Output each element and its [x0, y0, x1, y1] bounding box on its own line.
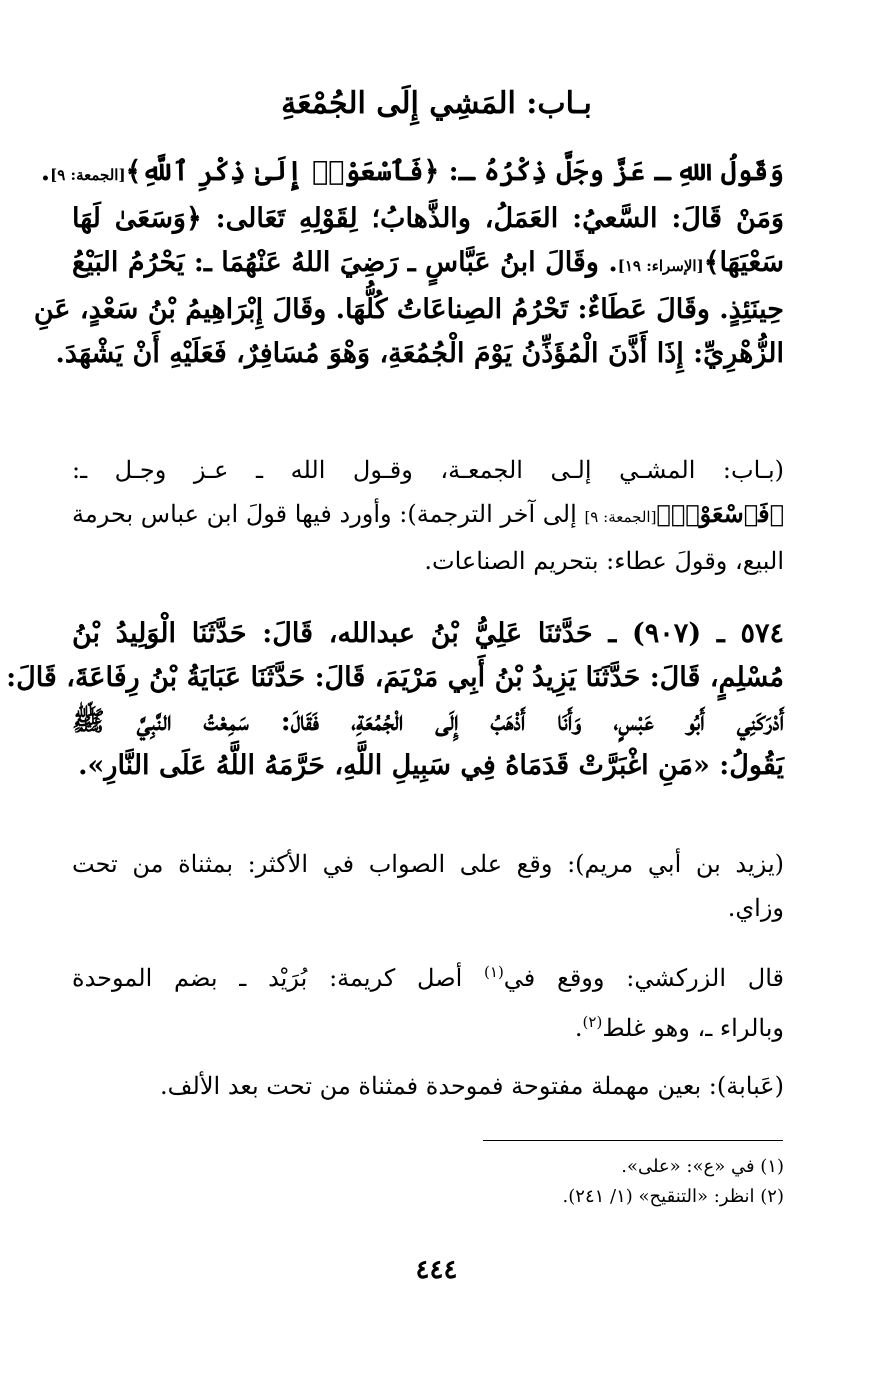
commentary-paragraph — [72, 950, 784, 1050]
footnotes — [72, 1152, 784, 1212]
footnote-divider — [483, 1140, 783, 1141]
text-line: قال الزركشي: ووقع في$^{(١)}$ أصل كريمة: بُرَيْد ـ بضم الموحدة — [72, 963, 784, 992]
verse-reference: [الإسراء: ١٩] — [617, 257, 704, 275]
chapter-text — [33, 150, 784, 376]
text-line: (بـاب: المشـي إلـى الجمعـة، وقـول الله ـ عـز وجـل ـ: — [72, 456, 784, 484]
text-line: وَقَولُ اللهِ ـ عَزَّ وجَلَّ ذِكْرُهُ ـ: ﴿فَٱسْعَوْا۟ إِلَىٰ ذِكْرِ ٱللَّهِ﴾[الجمعة: ٩]. — [40, 156, 784, 187]
text-line: ﴿فَٱسْعَوْا۟﴾[الجمعة: ٩] إلى آخر الترجمة): وأورد فيها قولَ ابن عباس بحرمة — [72, 499, 784, 528]
footnote-marker: (٢) — [582, 1013, 603, 1031]
footnote-marker: (١) — [484, 963, 504, 981]
hadith-text — [6, 612, 784, 788]
text-line: أَدْرَكَنِي أَبُو عَبْسٍ، وَأَنَا أَذْهَبُ إِلَى الْجُمُعَةِ، فَقَالَ: سَمِعْتُ النَّبِيَّ ﷺ — [72, 706, 784, 737]
text-line: الزُّهْرِيِّ: إِذَا أَذَّنَ الْمُؤَذِّنُ يَوْمَ الْجُمُعَةِ، وَهْوَ مُسَافِرٌ، فَعَلَيْهِ أَنْ يَشْهَدَ. — [55, 338, 784, 369]
text-line: وَمَنْ قَالَ: السَّعيُ: العَمَلُ، والذَّهابُ؛ لِقَوْلِهِ تَعَالى: ﴿وَسَعَىٰ لَهَا — [72, 203, 784, 234]
footnote-2: (٢) انظر: «التنقيح» (١/ ٢٤١). — [562, 1186, 784, 1207]
text-line: وبالراء ـ، وهو غلط$^{(٢)}$. — [574, 1013, 784, 1042]
text-line: ٥٧٤ ـ (٩٠٧) ـ حَدَّثنَا عَلِيُّ بْنُ عبدالله، قَالَ: حَدَّثَنَا الْوَلِيدُ بْنُ — [72, 618, 784, 649]
text-line: (يزيد بن أبي مريم): وقع على الصواب في الأكثر: بمثناة من تحت — [72, 850, 784, 878]
text-line: البيع، وقولَ عطاء: بتحريم الصناعات. — [424, 547, 784, 575]
text-line: سَعْيَهَا﴾[الإسراء: ١٩]. وقَالَ ابنُ عَبَّاسٍ ـ رَضِيَ اللهُ عَنْهُمَا ـ: يَحْرُمُ البَيْعُ — [72, 247, 784, 278]
chapter-title: بـاب: المَشِي إِلَى الجُمْعَةِ — [281, 86, 592, 121]
text-line: (عَبابة): بعين مهملة مفتوحة فموحدة فمثناة من تحت بعد الألف. — [160, 1072, 784, 1100]
commentary-paragraph — [72, 448, 784, 583]
text-line: مُسْلِمٍ، قَالَ: حَدَّثَنَا يَزِيدُ بْنُ أَبِي مَرْيَمَ، قَالَ: حَدَّثَنَا عَبَايَةُ بْنُ رِفَاعَةَ، قَالَ: — [6, 662, 784, 693]
commentary-paragraph — [72, 1064, 784, 1108]
page-number: ٤٤٤ — [415, 1255, 458, 1285]
text-line: يَقُولُ: «مَنِ اغْبَرَّتْ قَدَمَاهُ فِي سَبِيلِ اللَّهِ، حَرَّمَهُ اللَّهُ عَلَى النَّارِ». — [78, 750, 784, 781]
text-line: حِينَئِذٍ. وقَالَ عَطَاءٌ: تَحْرُمُ الصِناعَاتُ كُلُّهَا. وقَالَ إِبْرَاهِيمُ بْنُ سَعْدٍ، عَنِ — [33, 294, 784, 325]
verse-reference: [الجمعة: ٩] — [50, 166, 126, 184]
commentary-paragraph — [72, 842, 784, 930]
text-line: وزاي. — [727, 894, 784, 922]
verse-reference: [الجمعة: ٩] — [584, 508, 657, 526]
footnote-1: (١) في «ع»: «على». — [621, 1156, 784, 1177]
